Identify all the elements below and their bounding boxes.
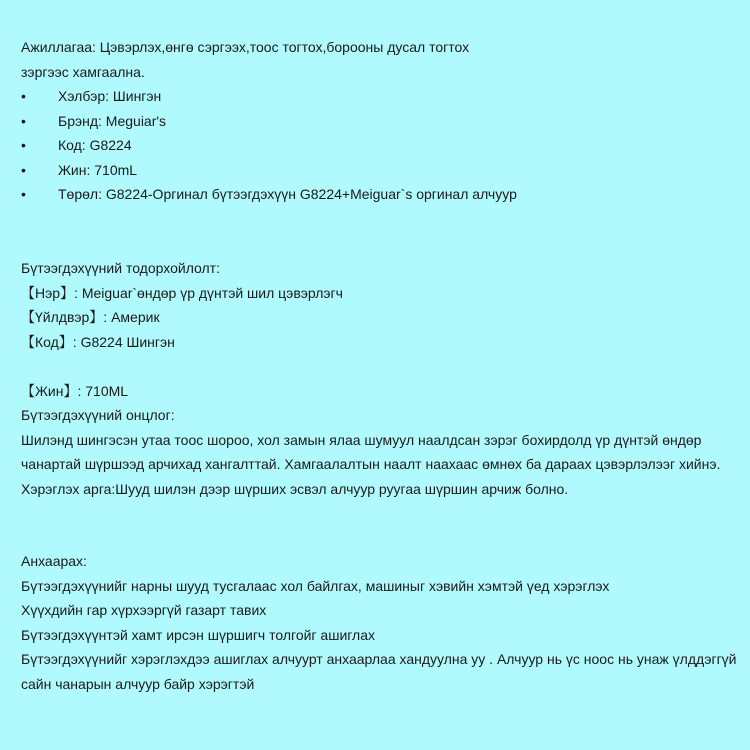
product-code: 【Код】: G8224 Шингэн bbox=[21, 333, 175, 350]
bullet-icon: • bbox=[21, 186, 26, 202]
spec-bullet-form bbox=[21, 84, 517, 109]
product-name: 【Нэр】: Meiguar`өндөр үр дүнтэй шил цэвэрлэгч bbox=[21, 284, 343, 301]
bullet-icon: • bbox=[21, 161, 26, 178]
spec-text: Брэнд: Meguiar's bbox=[58, 112, 167, 129]
caution-text: Бүтээгдэхүүнийг нарны шууд тусгалаас хол байлгах, машиныг хэвийн хэмтэй үед хэрэглэх bbox=[21, 577, 610, 594]
bullet-icon: • bbox=[21, 137, 26, 153]
spec-text: Код: G8224 bbox=[58, 137, 132, 153]
product-factory: 【Үйлдвэр】: Америк bbox=[21, 309, 160, 325]
caution-text: Бүтээгдэхүүнтэй хамт ирсэн шүршигч толгойг ашиглах bbox=[21, 626, 376, 643]
spec-bullet-weight bbox=[21, 158, 517, 183]
feature-text: Шилэнд шингэсэн утаа тоос шороо, хол замын ялаа шумуул наалдсан зэрэг бохирдолд үр дүнтэй өндөр bbox=[21, 431, 702, 448]
caution-text: сайн чанарын алчуур байр хэрэгтэй bbox=[21, 675, 255, 692]
spacer bbox=[21, 354, 720, 379]
description-section bbox=[21, 256, 720, 501]
bullet-icon: • bbox=[21, 112, 26, 129]
usage-method: Хэрэглэх арга:Шууд шилэн дээр шүрших эсвэл алчуур руугаа шүршин арчиж болно. bbox=[21, 480, 569, 497]
spec-bullet-brand bbox=[21, 109, 517, 134]
spec-text: Хэлбэр: Шингэн bbox=[58, 88, 162, 104]
caution-text: Бүтээгдэхүүнийг хэрэглэхдээ ашиглах алчуурт анхаарлаа хандуулна уу . Алчуур нь үс ноос нь унаж үлддэггүй bbox=[21, 651, 737, 667]
caution-text: Хүүхдийн гар хүрхээргүй газарт тавих bbox=[21, 602, 267, 618]
caution-section bbox=[21, 549, 737, 696]
usage-line: зэргээс хамгаална. bbox=[21, 63, 145, 80]
description-heading: Бүтээгдэхүүний тодорхойлолт: bbox=[21, 260, 220, 276]
usage-line: Ажиллагаа: Цэвэрлэх,өнгө сэргээх,тоос тогтох,борооны дусал тогтох bbox=[21, 39, 470, 55]
caution-heading: Анхаарах: bbox=[21, 553, 87, 569]
product-weight: 【Жин】: 710ML bbox=[21, 382, 129, 399]
feature-heading: Бүтээгдэхүүний онцлог: bbox=[21, 407, 175, 423]
spec-bullet-code bbox=[21, 133, 517, 158]
bullet-icon: • bbox=[21, 88, 26, 104]
usage-section bbox=[21, 35, 517, 207]
feature-text: чанартай шүршээд арчихад хангалттай. Хамгаалалтын наалт наахаас өмнөх ба дараах цэвэрлэлээг хийнэ. bbox=[21, 456, 721, 472]
spec-bullet-type bbox=[21, 182, 517, 207]
spec-text: Жин: 710mL bbox=[58, 161, 138, 178]
spec-text: Төрөл: G8224-Оргинал бүтээгдэхүүн G8224+Meiguar`s оргинал алчуур bbox=[58, 186, 517, 202]
